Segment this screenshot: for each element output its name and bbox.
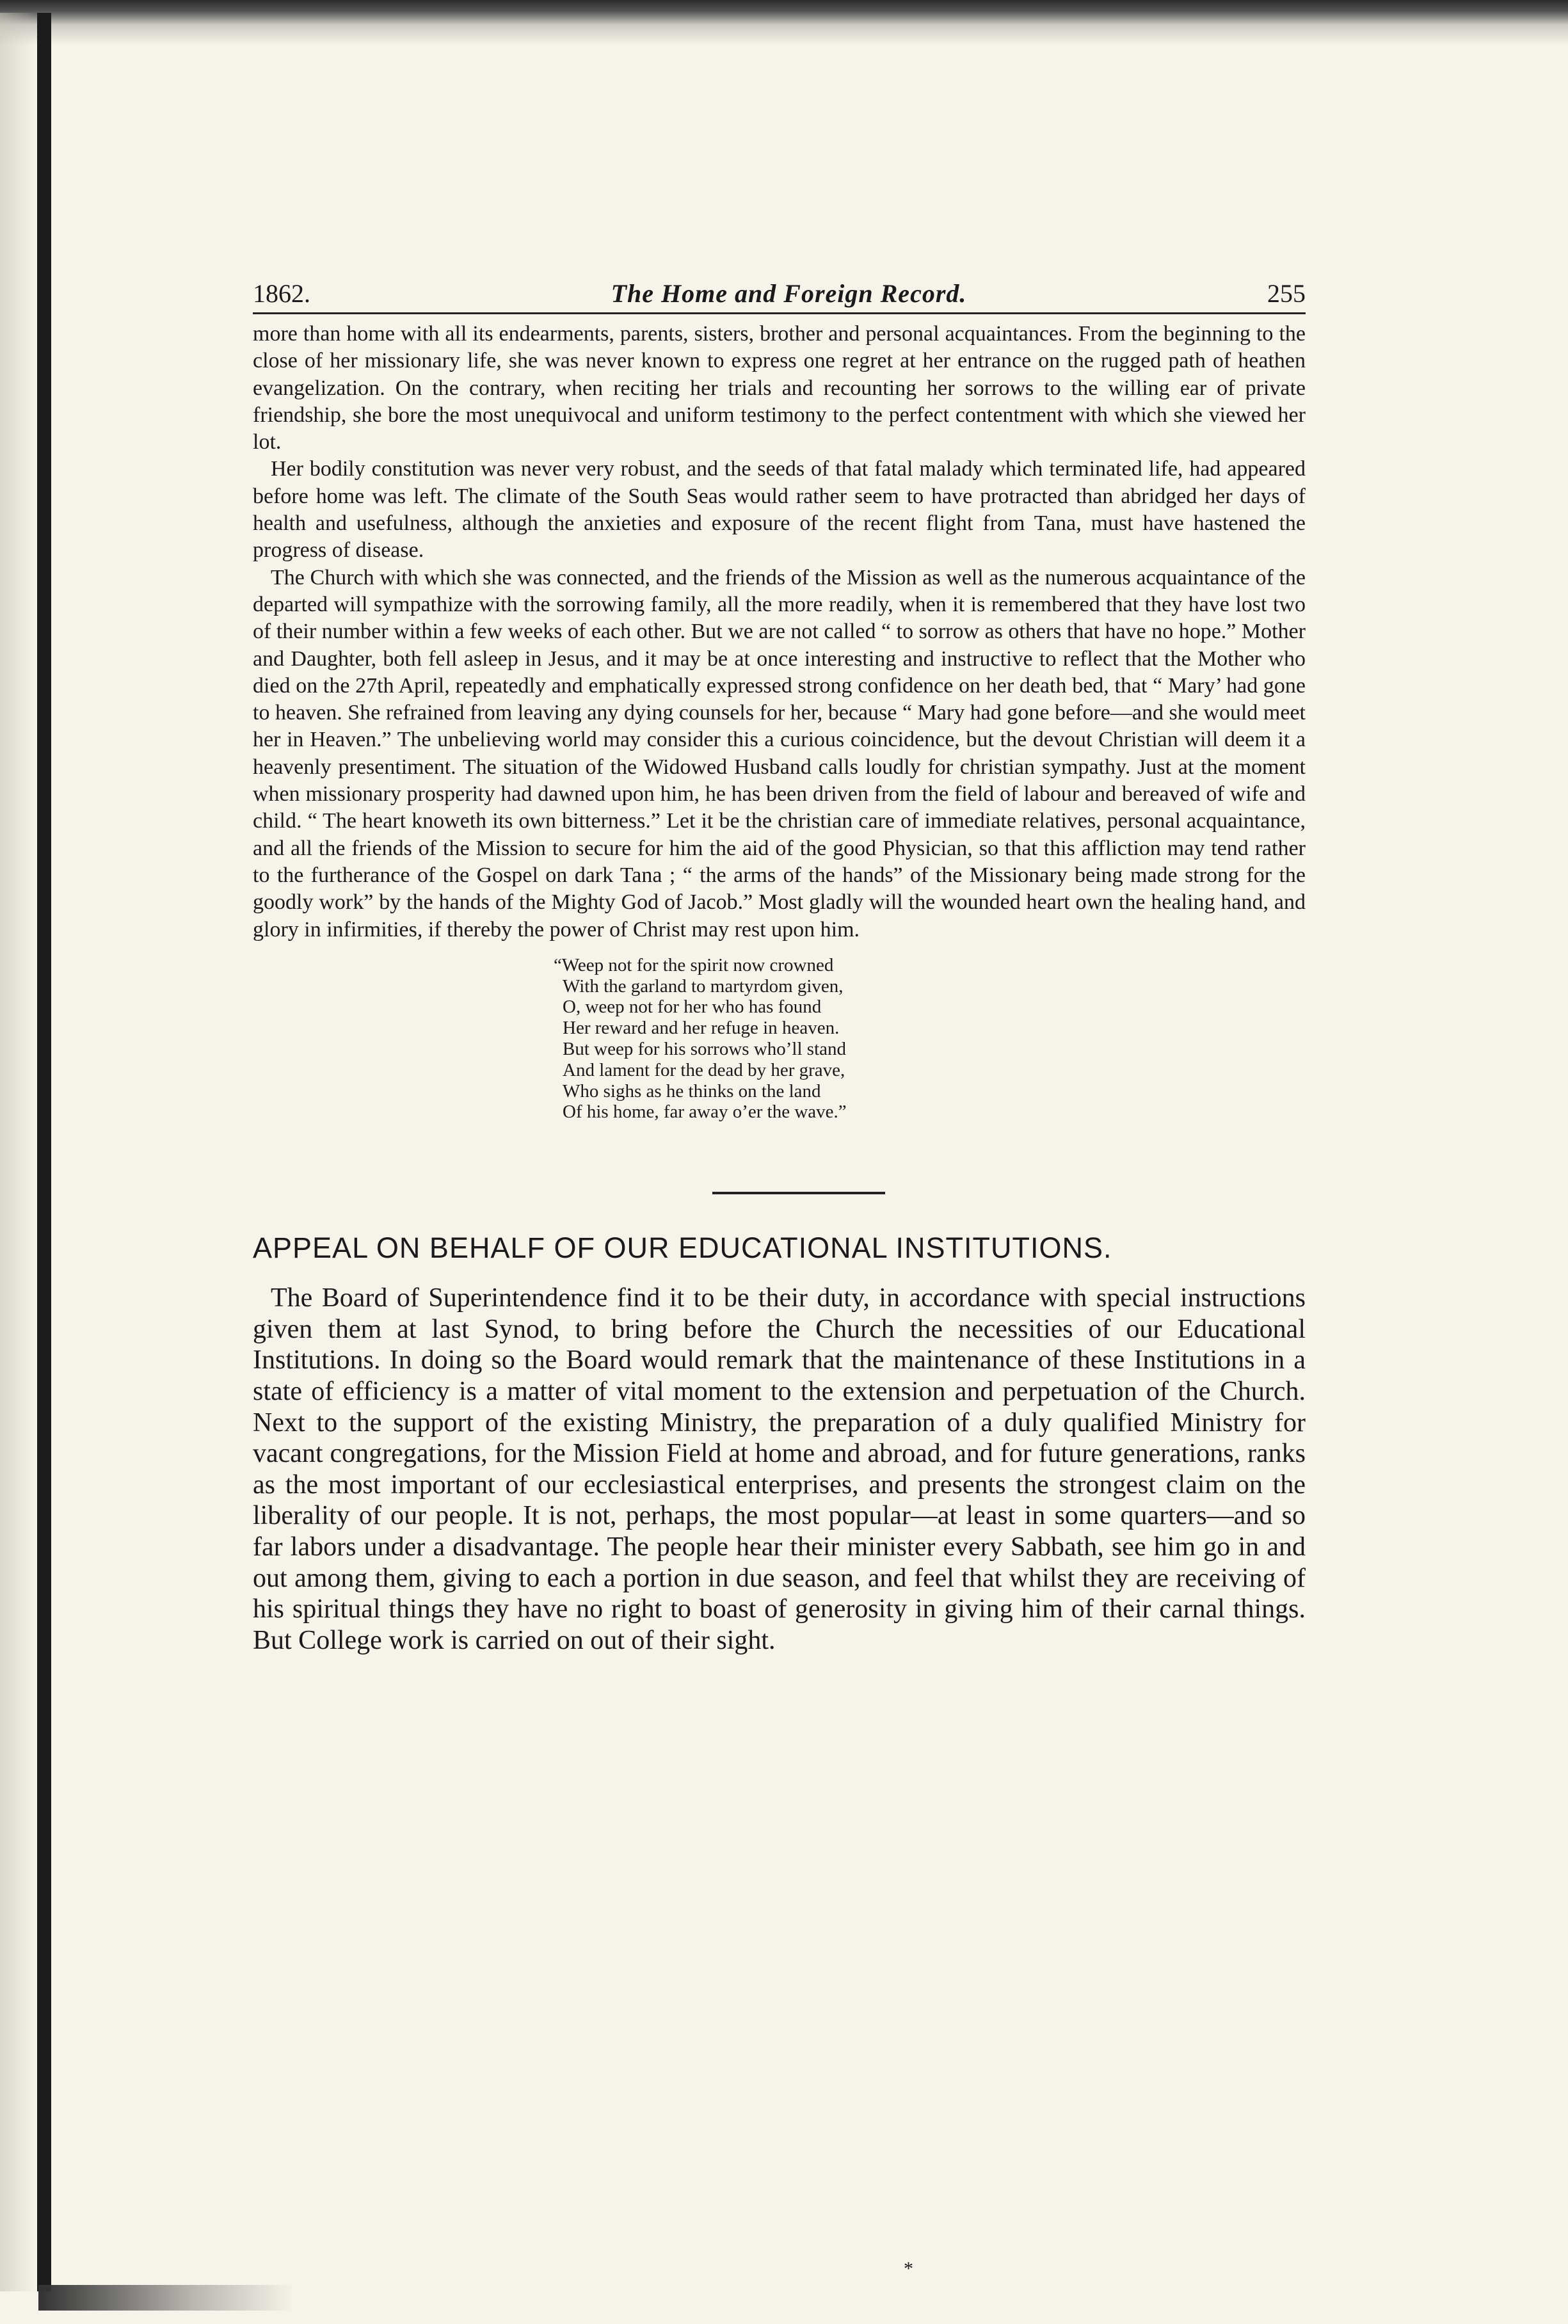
footer-mark: * — [904, 2258, 913, 2279]
scan-edge-top — [0, 0, 1568, 45]
running-head — [253, 278, 1306, 314]
paragraph-1: more than home with all its endearments, parents, sisters, brother and personal acquaintances. From the beginning to the close of her missionary life, she was never known to express one regret at her entrance on the rugged path of heathen evangelization. On the contrary, when reciting her trials and recounting her sorrows to the willing ear of private friendship, she bore the most unequivocal and uniform testimony to the perfect contentment with which she viewed her lot. — [253, 322, 1306, 454]
poem-line: O, weep not for her who has found — [563, 997, 822, 1018]
section-divider — [712, 1192, 885, 1194]
poem-line: With the garland to martyrdom given, — [563, 975, 844, 997]
appeal-text — [253, 1283, 1306, 1656]
journal-title: The Home and Foreign Record. — [611, 279, 967, 308]
poem-line: And lament for the dead by her grave, — [563, 1059, 845, 1080]
header-year: 1862. — [253, 279, 310, 308]
poem-line: Of his home, far away o’er the wave.” — [563, 1102, 847, 1123]
paragraph-3: The Church with which she was connected, and the friends of the Mission as well as the numerous acquaintance of the departed will sympathize with the sorrowing family, all the more readily, when it is remembered that they have lost two of their number within a few weeks of each other. But we are not called “ to sorrow as others that have no hope.” Mother and Daughter, both fell asleep in Jesus, and it may be at once interesting and instructive to reflect that the Mother who died on the 27th April, repeatedly and emphatically expressed strong confidence on her death bed, that “ Mary’ had gone to heaven. She refrained from leaving any dying counsels for her, because “ Mary had gone before—and she would meet her in Heaven.” The unbelieving world may consider this a curious coincidence, but the devout Christian will deem it a heavenly presentiment. The situation of the Widowed Husband calls loudly for christian sympathy. Just at the moment when missionary prosperity had dawned upon him, he has been driven from the field of labour and bereaved of wife and child. “ The heart knoweth its own bitterness.” Let it be the christian care of immediate relatives, personal acquaintance, and all the friends of the Mission to secure for him the aid of the good Physician, so that this affliction may tend rather to the furtherance of the Gospel on dark Tana ; “ the arms of the hands” of the Missionary being made strong for the goodly work” by the hands of the Mighty God of Jacob.” Most gladly will the wounded heart own the healing hand, and glory in infirmities, if thereby the power of Christ may rest upon him. — [253, 565, 1306, 942]
scan-shadow-left — [0, 13, 37, 2291]
page-number: 255 — [1267, 279, 1306, 308]
scan-edge-bottom — [38, 2285, 294, 2311]
poem-line: Who sighs as he thinks on the land — [563, 1080, 821, 1102]
poem-line: “Weep not for the spirit now crowned — [554, 954, 834, 975]
scan-binding-edge — [37, 13, 51, 2291]
poem-block — [253, 955, 1306, 1123]
obituary-text — [253, 321, 1306, 943]
poem-line: Her reward and her refuge in heaven. — [563, 1018, 840, 1039]
poem-line: But weep for his sorrows who’ll stand — [563, 1039, 847, 1060]
paragraph-2: Her bodily constitution was never very robust, and the seeds of that fatal malady which terminated life, had appeared before home was left. The climate of the South Seas would rather seem to have protracted than abridged her days of health and usefulness, although the anxieties and exposure of the recent flight from Tana, must have hastened the progress of disease. — [253, 457, 1306, 563]
page-content — [253, 278, 1306, 1656]
appeal-paragraph: The Board of Superintendence find it to be their duty, in accordance with special instructions given them at last Synod, to bring before the Church the necessities of our Educational Institutions. In doing so the Board would remark that the maintenance of these Institutions in a state of efficiency is a matter of vital moment to the extension and perpetuation of the Church. Next to the support of the existing Ministry, the preparation of a duly qualified Ministry for vacant congregations, for the Mission Field at home and abroad, and for future generations, ranks as the most important of our ecclesiastical enterprises, and presents the strongest claim on the liberality of our people. It is not, perhaps, the most popular—at least in some quarters—and so far labors under a disadvantage. The people hear their minister every Sabbath, see him go in and out among them, giving to each a portion in due season, and feel that whilst they are receiving of his spiritual things they have no right to boast of generosity in giving him of their carnal things. But College work is carried on out of their sight. — [253, 1283, 1306, 1655]
section-heading: APPEAL ON BEHALF OF OUR EDUCATIONAL INSTITUTIONS. — [253, 1231, 1112, 1265]
